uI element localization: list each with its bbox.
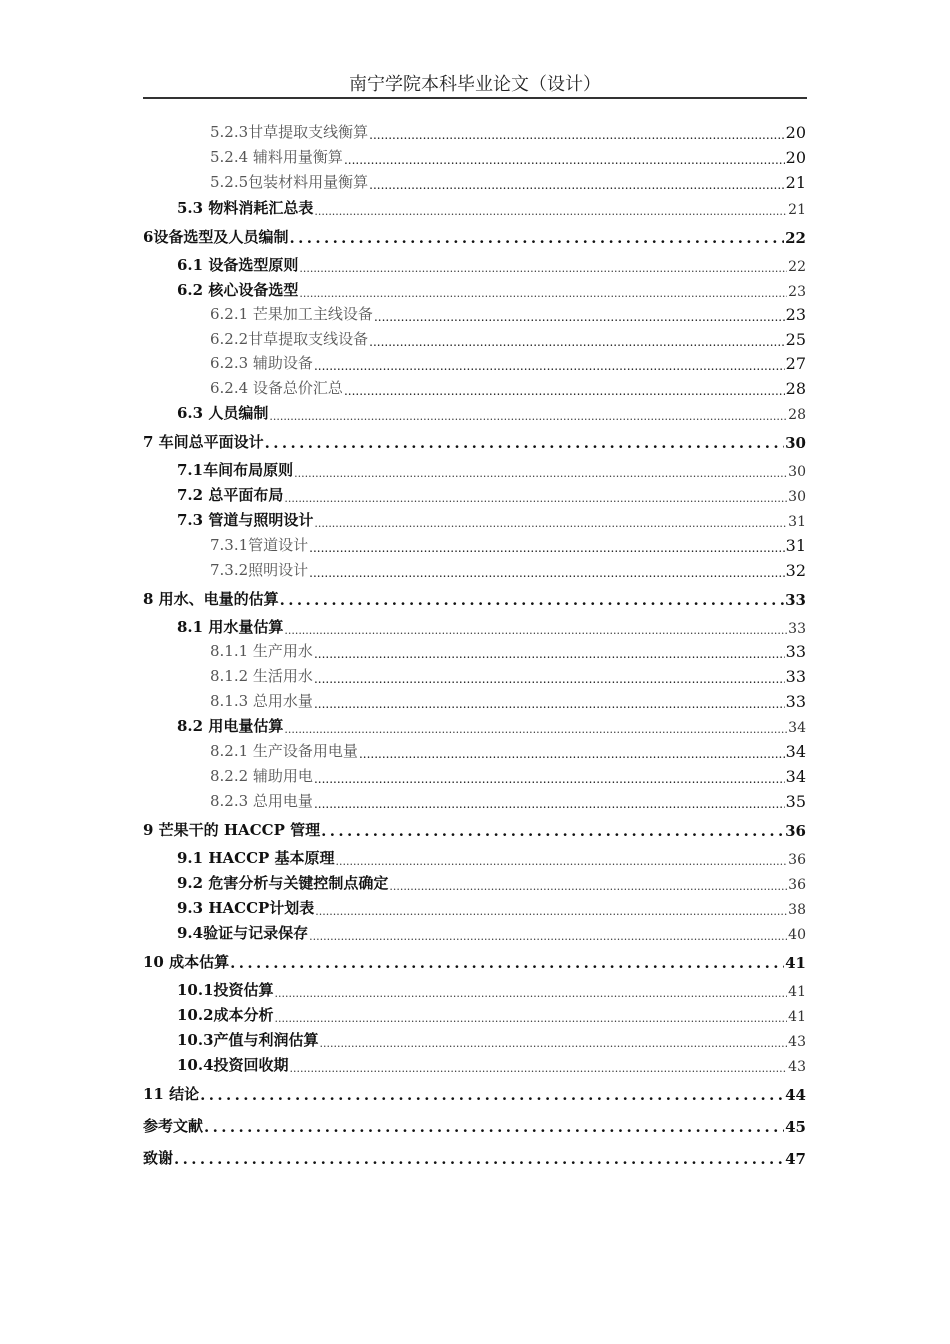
- toc-section-entry[interactable]: [177, 459, 806, 480]
- toc-page-number: 33: [785, 642, 806, 661]
- toc-dot-leader: [314, 647, 785, 661]
- toc-dot-leader: [321, 822, 784, 840]
- toc-entry-label: 9.3 HACCP计划表: [177, 899, 315, 917]
- toc-entry-label: 参考文献: [143, 1117, 204, 1135]
- toc-entry-label: 5.2.5包装材料用量衡算: [210, 173, 369, 191]
- toc-entry-label: 10 成本估算: [143, 953, 230, 971]
- toc-chapter-entry[interactable]: [143, 431, 806, 452]
- toc-dot-leader: [359, 747, 785, 761]
- toc-dot-leader: [269, 410, 787, 423]
- toc-page-number: 30: [785, 434, 806, 452]
- toc-entry-label: 6设备选型及人员编制: [143, 228, 289, 246]
- toc-dot-leader: [309, 930, 787, 943]
- toc-dot-leader: [265, 434, 784, 452]
- toc-entry-label: 9 芒果干的 HACCP 管理: [143, 821, 321, 839]
- toc-page-number: 22: [788, 259, 806, 275]
- toc-page-number: 22: [785, 229, 806, 247]
- toc-entry-label: 6.3 人员编制: [177, 404, 269, 422]
- toc-entry-label: 6.2.1 芒果加工主线设备: [210, 305, 373, 323]
- toc-dot-leader: [314, 697, 785, 711]
- toc-subsection-entry[interactable]: [210, 171, 806, 192]
- toc-dot-leader: [299, 287, 787, 300]
- toc-entry-label: 8.2 用电量估算: [177, 717, 284, 735]
- toc-page-number: 33: [785, 692, 806, 711]
- toc-subsection-entry[interactable]: [210, 303, 806, 324]
- toc-section-entry[interactable]: [177, 897, 806, 918]
- toc-entry-label: 9.4验证与记录保存: [177, 924, 309, 942]
- toc-dot-leader: [314, 797, 785, 811]
- toc-dot-leader: [314, 517, 787, 530]
- toc-chapter-entry[interactable]: [143, 951, 806, 972]
- toc-subsection-entry[interactable]: [210, 740, 806, 761]
- toc-section-entry[interactable]: [177, 616, 806, 637]
- toc-subsection-entry[interactable]: [210, 146, 806, 167]
- toc-page-number: 31: [785, 536, 806, 555]
- header-divider: [143, 97, 807, 99]
- toc-entry-label: 7.3 管道与照明设计: [177, 511, 314, 529]
- toc-dot-leader: [284, 723, 787, 736]
- toc-dot-leader: [314, 672, 785, 686]
- toc-section-entry[interactable]: [177, 1029, 806, 1050]
- toc-chapter-entry[interactable]: [143, 819, 806, 840]
- toc-entry-label: 6.2.4 设备总价汇总: [210, 379, 343, 397]
- toc-entry-label: 10.2成本分析: [177, 1006, 274, 1024]
- toc-dot-leader: [280, 591, 784, 609]
- toc-dot-leader: [284, 624, 787, 637]
- toc-section-entry[interactable]: [177, 1054, 806, 1075]
- toc-page-number: 23: [785, 305, 806, 324]
- toc-page-number: 40: [788, 927, 806, 943]
- toc-entry-label: 5.2.3甘草提取支线衡算: [210, 123, 369, 141]
- toc-section-entry[interactable]: [177, 979, 806, 1000]
- toc-entry-label: 8.1.1 生产用水: [210, 642, 313, 660]
- toc-section-entry[interactable]: [177, 509, 806, 530]
- toc-subsection-entry[interactable]: [210, 121, 806, 142]
- toc-subsection-entry[interactable]: [210, 765, 806, 786]
- toc-subsection-entry[interactable]: [210, 690, 806, 711]
- toc-page-number: 31: [788, 514, 806, 530]
- toc-subsection-entry[interactable]: [210, 790, 806, 811]
- toc-chapter-entry[interactable]: [143, 1115, 806, 1136]
- toc-dot-leader: [374, 310, 785, 324]
- toc-page-number: 33: [788, 621, 806, 637]
- toc-entry-label: 9.2 危害分析与关键控制点确定: [177, 874, 389, 892]
- toc-subsection-entry[interactable]: [210, 377, 806, 398]
- toc-page-number: 34: [788, 720, 806, 736]
- toc-page-number: 30: [788, 464, 806, 480]
- toc-section-entry[interactable]: [177, 402, 806, 423]
- toc-dot-leader: [344, 153, 785, 167]
- toc-dot-leader: [275, 987, 788, 1000]
- toc-page-number: 34: [785, 742, 806, 761]
- toc-section-entry[interactable]: [177, 484, 806, 505]
- toc-entry-label: 8.2.3 总用电量: [210, 792, 313, 810]
- toc-page-number: 20: [785, 148, 806, 167]
- toc-page-number: 43: [788, 1059, 806, 1075]
- toc-dot-leader: [369, 128, 784, 142]
- toc-dot-leader: [284, 492, 787, 505]
- toc-page-number: 36: [788, 852, 806, 868]
- toc-page-number: 47: [785, 1150, 806, 1168]
- toc-page-number: 33: [785, 667, 806, 686]
- toc-dot-leader: [200, 1086, 784, 1104]
- toc-section-entry[interactable]: [177, 715, 806, 736]
- toc-entry-label: 9.1 HACCP 基本原理: [177, 849, 335, 867]
- toc-entry-label: 10.4投资回收期: [177, 1056, 289, 1074]
- toc-page-number: 36: [785, 822, 806, 840]
- toc-section-entry[interactable]: [177, 922, 806, 943]
- toc-page-number: 25: [785, 330, 806, 349]
- toc-subsection-entry[interactable]: [210, 640, 806, 661]
- toc-entry-label: 8.1.3 总用水量: [210, 692, 313, 710]
- toc-page-number: 28: [788, 407, 806, 423]
- toc-entry-label: 6.1 设备选型原则: [177, 256, 299, 274]
- toc-page-number: 33: [785, 591, 806, 609]
- toc-entry-label: 10.3产值与利润估算: [177, 1031, 319, 1049]
- toc-section-entry[interactable]: [177, 279, 806, 300]
- toc-subsection-entry[interactable]: [210, 534, 806, 555]
- toc-entry-label: 11 结论: [143, 1085, 200, 1103]
- toc-page-number: 41: [785, 954, 806, 972]
- toc-page-number: 32: [785, 561, 806, 580]
- toc-entry-label: 5.2.4 辅料用量衡算: [210, 148, 343, 166]
- toc-dot-leader: [344, 384, 785, 398]
- toc-page-number: 27: [785, 354, 806, 373]
- toc-entry-label: 8 用水、电量的估算: [143, 590, 279, 608]
- toc-section-entry[interactable]: [177, 254, 806, 275]
- toc-entry-label: 7.2 总平面布局: [177, 486, 284, 504]
- toc-page-number: 20: [785, 123, 806, 142]
- toc-section-entry[interactable]: [177, 197, 806, 218]
- toc-entry-label: 8.2.1 生产设备用电量: [210, 742, 358, 760]
- toc-dot-leader: [389, 880, 787, 893]
- toc-page-number: 21: [788, 202, 806, 218]
- toc-page-number: 28: [785, 379, 806, 398]
- toc-dot-leader: [204, 1118, 784, 1136]
- page-header-title: 南宁学院本科毕业论文（设计）: [349, 74, 601, 95]
- toc-entry-label: 10.1投资估算: [177, 981, 274, 999]
- toc-dot-leader: [290, 1062, 788, 1075]
- toc-dot-leader: [314, 772, 785, 786]
- toc-entry-label: 8.1.2 生活用水: [210, 667, 313, 685]
- toc-page-number: 43: [788, 1034, 806, 1050]
- toc-dot-leader: [336, 855, 788, 868]
- toc-section-entry[interactable]: [177, 872, 806, 893]
- toc-page-number: 36: [788, 877, 806, 893]
- toc-entry-label: 8.2.2 辅助用电: [210, 767, 313, 785]
- toc-page-number: 35: [785, 792, 806, 811]
- toc-page-number: 34: [785, 767, 806, 786]
- toc-dot-leader: [309, 566, 784, 580]
- toc-dot-leader: [320, 1037, 788, 1050]
- toc-dot-leader: [294, 467, 787, 480]
- toc-entry-label: 6.2.2甘草提取支线设备: [210, 330, 369, 348]
- toc-entry-label: 7.3.2照明设计: [210, 561, 309, 579]
- toc-subsection-entry[interactable]: [210, 665, 806, 686]
- toc-entry-label: 致谢: [143, 1149, 174, 1167]
- toc-dot-leader: [230, 954, 784, 972]
- toc-dot-leader: [369, 335, 784, 349]
- toc-subsection-entry[interactable]: [210, 559, 806, 580]
- toc-chapter-entry[interactable]: [143, 1147, 806, 1168]
- toc-page-number: 45: [785, 1118, 806, 1136]
- toc-page-number: 41: [788, 984, 806, 1000]
- toc-section-entry[interactable]: [177, 847, 806, 868]
- toc-dot-leader: [299, 262, 787, 275]
- toc-page-number: 38: [788, 902, 806, 918]
- toc-entry-label: 6.2 核心设备选型: [177, 281, 299, 299]
- toc-dot-leader: [314, 359, 785, 373]
- toc-entry-label: 5.3 物料消耗汇总表: [177, 199, 314, 217]
- toc-chapter-entry[interactable]: [143, 226, 806, 247]
- toc-section-entry[interactable]: [177, 1004, 806, 1025]
- toc-page-number: 44: [785, 1086, 806, 1104]
- toc-entry-label: 6.2.3 辅助设备: [210, 354, 313, 372]
- toc-dot-leader: [309, 541, 784, 555]
- toc-dot-leader: [289, 229, 784, 247]
- toc-entry-label: 7.3.1管道设计: [210, 536, 309, 554]
- toc-dot-leader: [315, 905, 787, 918]
- toc-page-number: 23: [788, 284, 806, 300]
- toc-dot-leader: [275, 1012, 788, 1025]
- toc-dot-leader: [369, 178, 784, 192]
- toc-entry-label: 7 车间总平面设计: [143, 433, 264, 451]
- toc-page-number: 30: [788, 489, 806, 505]
- toc-entry-label: 8.1 用水量估算: [177, 618, 284, 636]
- toc-subsection-entry[interactable]: [210, 352, 806, 373]
- toc-dot-leader: [174, 1150, 784, 1168]
- toc-chapter-entry[interactable]: [143, 588, 806, 609]
- toc-page-number: 41: [788, 1009, 806, 1025]
- toc-chapter-entry[interactable]: [143, 1083, 806, 1104]
- toc-entry-label: 7.1车间布局原则: [177, 461, 294, 479]
- toc-page-number: 21: [785, 173, 806, 192]
- toc-dot-leader: [314, 205, 787, 218]
- toc-subsection-entry[interactable]: [210, 328, 806, 349]
